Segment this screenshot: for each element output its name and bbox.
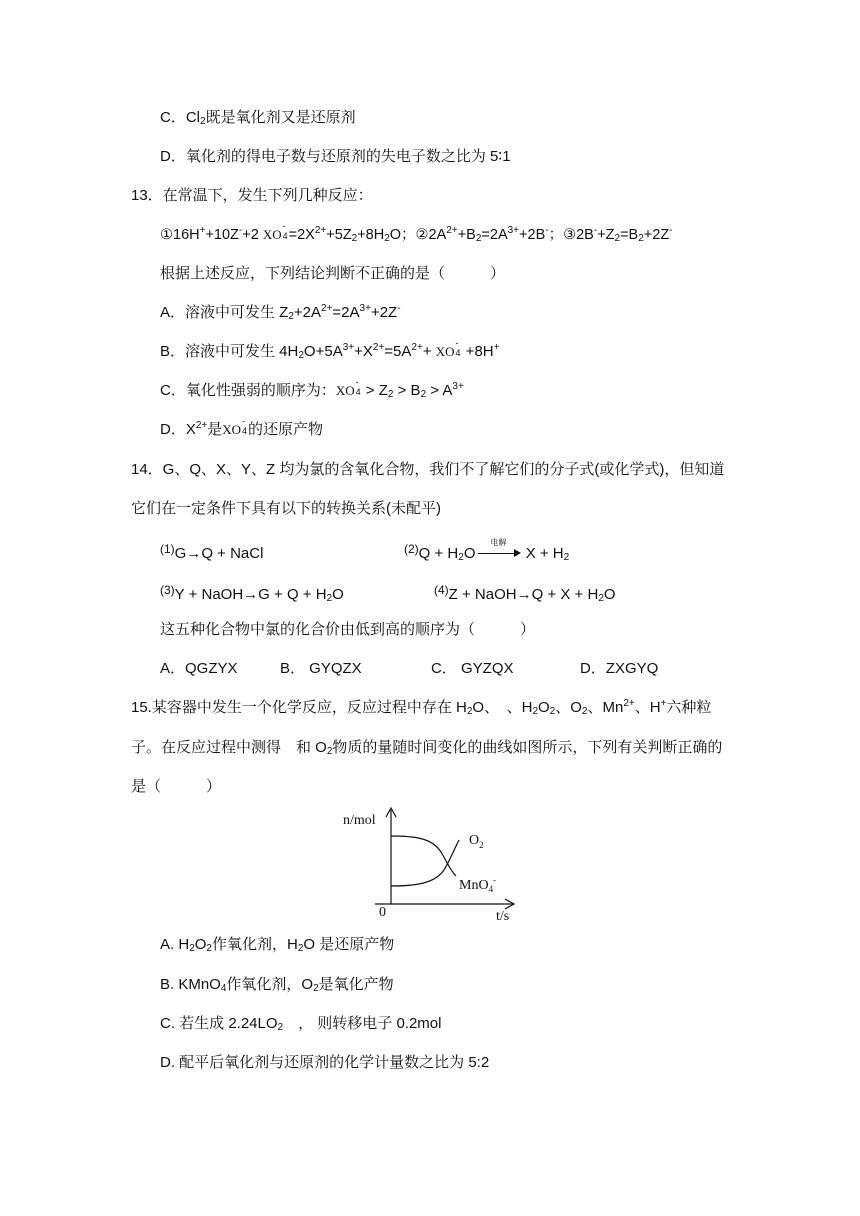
q15-option-d: D. 配平后氧化剂与还原剂的化学计量数之比为 5:2 (160, 1054, 490, 1071)
q13-option-a: A．溶液中可发生 $Z_2+2A^{2+}=2A^{3+}+2Z^-$ (160, 303, 401, 322)
mno4-label: MnO$_4$- (459, 875, 497, 894)
xo4-formula: XO (262, 227, 282, 242)
xo4-formula: XO (222, 422, 242, 437)
q15-graph (337, 800, 537, 924)
q13-option-c: C．氧化性强弱的顺序为：XO - 4 > $Z_2 > B_2 > A^{3+}$ (160, 377, 464, 400)
q15-option-a: A. $H_2O_2$作氧化剂，$H_2O$ 是还原产物 (160, 936, 395, 954)
q12-option-d: D．氧化剂的得电子数与还原剂的失电子数之比为 5∶1 (160, 148, 511, 165)
xo4-formula: XO (435, 344, 455, 359)
q13-stem: 13．在常温下，发生下列几种反应： (131, 187, 373, 204)
o2-curve (391, 840, 459, 886)
q15-option-c: C. 若生成 $2.24LO_2$ ， 则转移电子 0.2mol (160, 1015, 442, 1033)
q14-option-a: A．QGZYX (160, 660, 238, 677)
q15-option-b: B. KMnO$_4$作氧化剂，$O_2$是氧化产物 (160, 976, 394, 994)
y-axis-label: n/mol (343, 813, 376, 828)
q14-stem-line1: 14．G、Q、X、Y、Z 均为氯的含氧化合物，我们不了解它们的分子式(或化学式)，但知道 (131, 461, 725, 478)
electrolysis-arrow: 电解 (476, 544, 522, 558)
origin-label: 0 (379, 905, 386, 920)
q15-stem-line3: 是（ ） (131, 778, 222, 795)
o2-label: $O_2$ (469, 833, 484, 850)
q13-question: 根据上述反应，下列结论判断不正确的是（ ） (160, 265, 506, 282)
q14-reaction-4: $^{(4)}$Z + NaOH→Q + $X + H_2O$ (434, 583, 616, 604)
q15-stem-line1: 15.某容器中发生一个化学反应，反应过程中存在 $H_2O$、 、$H_2O_2$、$O_2$、$Mn^{2+}$、H+六种粒 (131, 698, 712, 717)
q13-option-d: D．$X^{2+}$是XO - 4 的还原产物 (160, 416, 324, 438)
q14-reaction-1: $^{(1)}$G→Q + NaCl (160, 542, 264, 562)
q14-question: 这五种化合物中氯的化合价由低到高的顺序为（ ） (160, 621, 536, 638)
q14-reaction-3: $^{(3)}$Y + NaOH→G + $Q + H_2O$ (160, 583, 344, 604)
mno4-curve (391, 836, 456, 876)
q13-reactions: ①16H++10Z-+2 XO - 4 $=2X^{2+}+5Z_2+8H_2O$；$②2A^{2+}+B_2=2A^{3+}+2B^-$；$③2B^-+Z_2=B_2+2Z^-$ (160, 221, 673, 244)
xo4-formula: XO (335, 383, 355, 398)
q14-option-b: B． GYQZX (280, 660, 362, 677)
q12-option-c: C．$Cl_2$既是氧化剂又是还原剂 (160, 109, 356, 127)
q13-option-b: B．溶液中可发生 $4H_2O+5A^{3+}+X^{2+}=5A^{2+}+$ XO - 4 +8H+ (160, 338, 500, 361)
q14-stem-line2: 它们在一定条件下具有以下的转换关系(未配平) (131, 500, 441, 517)
q14-reaction-2: $^{(2)}Q + H_2O$ 电解 $X + H_2$ (404, 538, 570, 563)
x-axis-label: t/s (496, 909, 510, 924)
q14-option-c: C． GYZQX (431, 660, 514, 677)
q15-stem-line2: 子。在反应过程中测得 和 $O_2$物质的量随时间变化的曲线如图所示，下列有关判断正确的 (131, 739, 723, 757)
q14-option-d: D．ZXGYQ (580, 660, 659, 677)
